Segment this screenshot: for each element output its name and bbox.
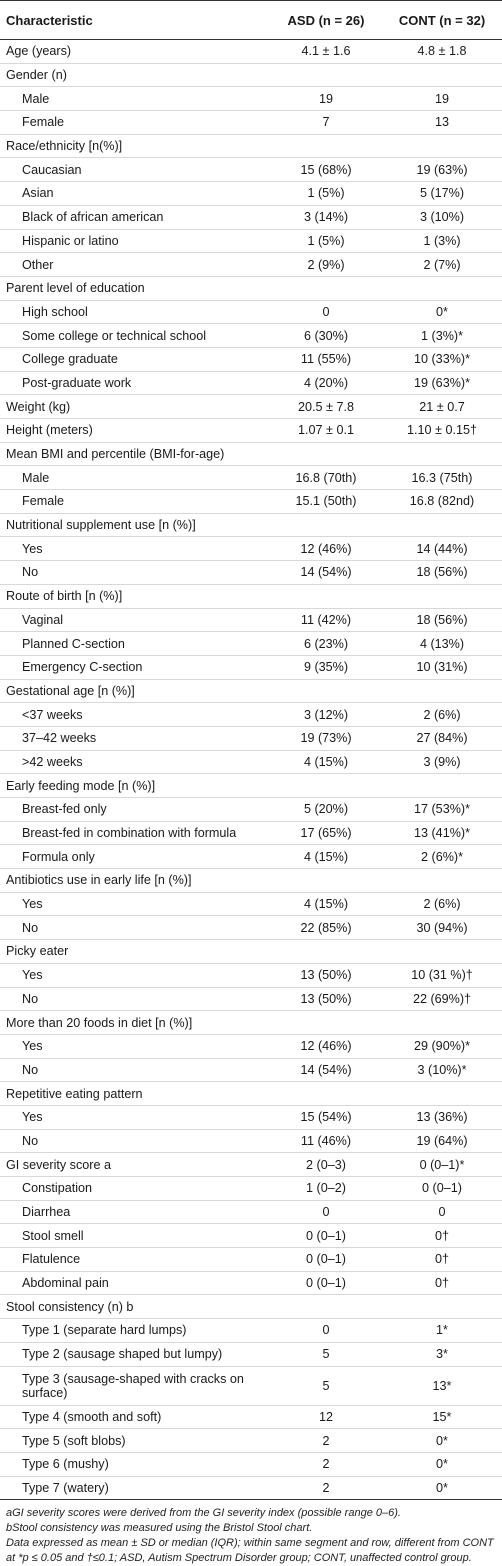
table-row [0,1224,502,1248]
cont-value: 29 (90%)* [382,1034,502,1058]
row-label: Weight (kg) [0,395,270,419]
asd-value: 5 [270,1342,382,1366]
asd-value: 2 (0–3) [270,1153,382,1177]
table-row [0,1105,502,1129]
asd-value [270,869,382,893]
cont-value: 2 (7%) [382,253,502,277]
table-row [0,608,502,632]
asd-value: 15.1 (50th) [270,490,382,514]
row-label: Yes [0,537,270,561]
asd-value: 15 (68%) [270,158,382,182]
cont-value [382,63,502,87]
table-row [0,419,502,443]
row-label: Type 3 (sausage-shaped with cracks on surface) [0,1366,270,1405]
row-label: Male [0,87,270,111]
asd-value [270,276,382,300]
cont-value: 3 (9%) [382,750,502,774]
table-row [0,442,502,466]
asd-value: 2 (9%) [270,253,382,277]
row-label: Yes [0,963,270,987]
table-row [0,466,502,490]
cont-value: 22 (69%)† [382,987,502,1011]
row-label: No [0,916,270,940]
asd-value [270,63,382,87]
table-row [0,845,502,869]
row-label: Type 1 (separate hard lumps) [0,1319,270,1343]
row-label: Yes [0,1105,270,1129]
asd-value: 0 (0–1) [270,1248,382,1272]
table-row [0,632,502,656]
table-row [0,940,502,964]
cont-value: 13 [382,111,502,135]
cont-value: 13 (41%)* [382,821,502,845]
table-row [0,916,502,940]
cont-value: 0* [382,1476,502,1500]
cont-value: 0† [382,1224,502,1248]
cont-value: 1* [382,1319,502,1343]
footnote-data: Data expressed as mean ± SD or median (IQR); within same segment and row, different from CONT at *p ≤ 0.05 and †≤0.1; ASD, Autism Spectrum Disorder group; CONT, unaffected control group. [6,1537,494,1565]
table-row [0,1452,502,1476]
row-label: Mean BMI and percentile (BMI-for-age) [0,442,270,466]
asd-value: 11 (42%) [270,608,382,632]
asd-value: 1 (5%) [270,229,382,253]
table-row [0,892,502,916]
table-footnotes [0,1500,502,1566]
footnote-a: aGI severity scores were derived from the GI severity index (possible range 0–6). [6,1507,401,1520]
row-label: Picky eater [0,940,270,964]
asd-value [270,679,382,703]
row-label: Hispanic or latino [0,229,270,253]
row-label: Type 2 (sausage shaped but lumpy) [0,1342,270,1366]
table-row [0,40,502,64]
cont-value: 2 (6%)* [382,845,502,869]
row-label: Post-graduate work [0,371,270,395]
row-label: No [0,987,270,1011]
table-row [0,1177,502,1201]
table-row [0,584,502,608]
row-label: No [0,1058,270,1082]
row-label: Other [0,253,270,277]
cont-value: 30 (94%) [382,916,502,940]
table-row [0,229,502,253]
asd-value: 1 (5%) [270,182,382,206]
table-row [0,347,502,371]
asd-value: 12 (46%) [270,1034,382,1058]
asd-value: 19 [270,87,382,111]
table-row [0,1082,502,1106]
asd-value: 16.8 (70th) [270,466,382,490]
row-label: Race/ethnicity [n(%)] [0,134,270,158]
asd-value: 2 [270,1429,382,1453]
cont-value: 0* [382,300,502,324]
asd-value: 20.5 ± 7.8 [270,395,382,419]
asd-value: 5 [270,1366,382,1405]
asd-value: 14 (54%) [270,561,382,585]
asd-value [270,940,382,964]
cont-value: 16.8 (82nd) [382,490,502,514]
table-header [0,1,502,40]
cont-value [382,940,502,964]
cont-value: 19 [382,87,502,111]
row-label: Male [0,466,270,490]
cont-value: 21 ± 0.7 [382,395,502,419]
row-label: Repetitive eating pattern [0,1082,270,1106]
asd-value: 6 (30%) [270,324,382,348]
asd-value: 22 (85%) [270,916,382,940]
cont-value: 0 [382,1200,502,1224]
asd-value: 4 (15%) [270,845,382,869]
row-label: GI severity score a [0,1153,270,1177]
asd-value [270,1082,382,1106]
row-label: Antibiotics use in early life [n (%)] [0,869,270,893]
table-row [0,655,502,679]
cont-value: 4.8 ± 1.8 [382,40,502,64]
asd-value: 12 (46%) [270,537,382,561]
cont-value [382,513,502,537]
row-label: Asian [0,182,270,206]
cont-value: 27 (84%) [382,726,502,750]
cont-value [382,1082,502,1106]
cont-value: 2 (6%) [382,703,502,727]
table-row [0,1342,502,1366]
row-label: Gestational age [n (%)] [0,679,270,703]
asd-value: 4.1 ± 1.6 [270,40,382,64]
row-label: Type 6 (mushy) [0,1452,270,1476]
table-row [0,537,502,561]
table-row [0,395,502,419]
table-row [0,324,502,348]
asd-value: 9 (35%) [270,655,382,679]
table-row [0,798,502,822]
cont-value: 1 (3%)* [382,324,502,348]
table-row [0,1476,502,1500]
cont-value: 5 (17%) [382,182,502,206]
cont-value: 10 (33%)* [382,347,502,371]
asd-value: 3 (14%) [270,205,382,229]
asd-value: 12 [270,1405,382,1429]
row-label: Diarrhea [0,1200,270,1224]
table-row [0,774,502,798]
row-label: Caucasian [0,158,270,182]
table-row [0,869,502,893]
asd-value: 2 [270,1476,382,1500]
asd-value: 19 (73%) [270,726,382,750]
asd-value: 1.07 ± 0.1 [270,419,382,443]
table-row [0,63,502,87]
table-row [0,1248,502,1272]
asd-value: 0 (0–1) [270,1224,382,1248]
row-label: Vaginal [0,608,270,632]
row-label: Flatulence [0,1248,270,1272]
table-row [0,1058,502,1082]
table-row [0,134,502,158]
row-label: Some college or technical school [0,324,270,348]
cont-value: 10 (31 %)† [382,963,502,987]
table-row [0,1153,502,1177]
asd-value: 0 [270,300,382,324]
asd-value: 1 (0–2) [270,1177,382,1201]
cont-value: 3 (10%)* [382,1058,502,1082]
cont-value [382,1011,502,1035]
cont-value: 0 (0–1)* [382,1153,502,1177]
cont-value [382,276,502,300]
table-row [0,987,502,1011]
row-label: Stool smell [0,1224,270,1248]
table-row [0,726,502,750]
cont-value: 18 (56%) [382,561,502,585]
cont-value: 4 (13%) [382,632,502,656]
table-row [0,561,502,585]
asd-value: 6 (23%) [270,632,382,656]
row-label: College graduate [0,347,270,371]
row-label: Nutritional supplement use [n (%)] [0,513,270,537]
row-label: Height (meters) [0,419,270,443]
cont-value: 13 (36%) [382,1105,502,1129]
cont-value: 17 (53%)* [382,798,502,822]
cont-value [382,869,502,893]
table-row [0,703,502,727]
table-row [0,253,502,277]
table-row [0,111,502,135]
row-label: Gender (n) [0,63,270,87]
table-row [0,158,502,182]
table-row [0,750,502,774]
table-row [0,1034,502,1058]
header-asd: ASD (n = 26) [270,1,382,40]
asd-value: 0 [270,1319,382,1343]
asd-value: 17 (65%) [270,821,382,845]
table-row [0,1295,502,1319]
row-label: Planned C-section [0,632,270,656]
asd-value [270,774,382,798]
asd-value: 15 (54%) [270,1105,382,1129]
asd-value [270,513,382,537]
asd-value: 4 (20%) [270,371,382,395]
table-row [0,1200,502,1224]
header-row [0,1,502,40]
table-row [0,679,502,703]
asd-value: 5 (20%) [270,798,382,822]
row-label: Type 7 (watery) [0,1476,270,1500]
row-label: Type 4 (smooth and soft) [0,1405,270,1429]
asd-value: 0 (0–1) [270,1271,382,1295]
table-row [0,1366,502,1405]
row-label: High school [0,300,270,324]
table-row [0,1429,502,1453]
table-row [0,963,502,987]
table-row [0,1011,502,1035]
asd-value [270,442,382,466]
cont-value: 19 (64%) [382,1129,502,1153]
table-row [0,513,502,537]
table-row [0,490,502,514]
row-label: Black of african american [0,205,270,229]
cont-value: 3* [382,1342,502,1366]
table-row [0,300,502,324]
row-label: 37–42 weeks [0,726,270,750]
row-label: Female [0,490,270,514]
row-label: Breast-fed only [0,798,270,822]
row-label: Formula only [0,845,270,869]
row-label: Emergency C-section [0,655,270,679]
asd-value [270,134,382,158]
row-label: Parent level of education [0,276,270,300]
table-row [0,205,502,229]
asd-value: 11 (46%) [270,1129,382,1153]
row-label: Abdominal pain [0,1271,270,1295]
asd-value: 13 (50%) [270,963,382,987]
cont-value [382,774,502,798]
cont-value: 0* [382,1452,502,1476]
row-label: Age (years) [0,40,270,64]
cont-value: 1 (3%) [382,229,502,253]
row-label: <37 weeks [0,703,270,727]
table-row [0,87,502,111]
cont-value: 0† [382,1271,502,1295]
cont-value: 1.10 ± 0.15† [382,419,502,443]
row-label: Type 5 (soft blobs) [0,1429,270,1453]
row-label: Breast-fed in combination with formula [0,821,270,845]
asd-value: 2 [270,1452,382,1476]
table-row [0,1405,502,1429]
cont-value [382,134,502,158]
cont-value: 19 (63%) [382,158,502,182]
table-row [0,1129,502,1153]
asd-value: 0 [270,1200,382,1224]
cont-value: 0* [382,1429,502,1453]
row-label: No [0,561,270,585]
asd-value: 11 (55%) [270,347,382,371]
header-cont: CONT (n = 32) [382,1,502,40]
cont-value: 3 (10%) [382,205,502,229]
cont-value: 15* [382,1405,502,1429]
asd-value: 4 (15%) [270,750,382,774]
cont-value: 14 (44%) [382,537,502,561]
cont-value [382,442,502,466]
cont-value: 19 (63%)* [382,371,502,395]
cont-value [382,1295,502,1319]
cont-value [382,679,502,703]
cont-value: 18 (56%) [382,608,502,632]
table-row [0,1271,502,1295]
asd-value: 3 (12%) [270,703,382,727]
cont-value: 13* [382,1366,502,1405]
cont-value: 10 (31%) [382,655,502,679]
row-label: Stool consistency (n) b [0,1295,270,1319]
row-label: Yes [0,1034,270,1058]
table-row [0,1319,502,1343]
row-label: Yes [0,892,270,916]
table-row [0,371,502,395]
cont-value [382,584,502,608]
asd-value [270,1295,382,1319]
asd-value: 7 [270,111,382,135]
table-row [0,821,502,845]
row-label: More than 20 foods in diet [n (%)] [0,1011,270,1035]
row-label: Constipation [0,1177,270,1201]
table-row [0,276,502,300]
asd-value: 13 (50%) [270,987,382,1011]
table-body [0,40,502,1500]
asd-value [270,1011,382,1035]
cont-value: 16.3 (75th) [382,466,502,490]
asd-value: 4 (15%) [270,892,382,916]
row-label: Female [0,111,270,135]
table-row [0,182,502,206]
asd-value: 14 (54%) [270,1058,382,1082]
row-label: >42 weeks [0,750,270,774]
header-characteristic: Characteristic [0,1,270,40]
cont-value: 0 (0–1) [382,1177,502,1201]
row-label: Early feeding mode [n (%)] [0,774,270,798]
row-label: No [0,1129,270,1153]
asd-value [270,584,382,608]
footnote-b: bStool consistency was measured using the Bristol Stool chart. [6,1522,313,1535]
row-label: Route of birth [n (%)] [0,584,270,608]
cont-value: 0† [382,1248,502,1272]
cont-value: 2 (6%) [382,892,502,916]
